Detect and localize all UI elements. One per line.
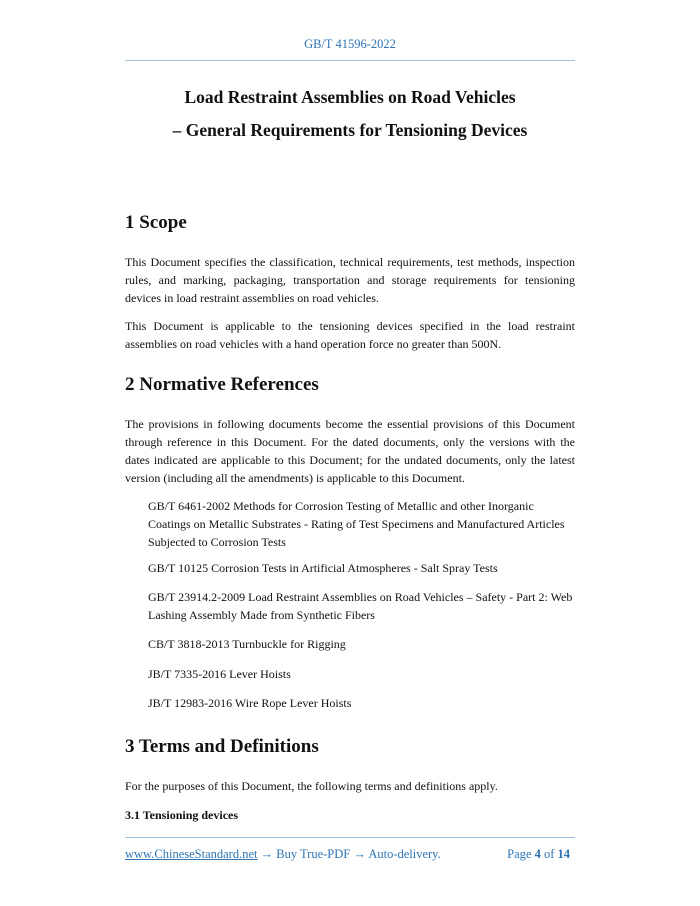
buy-text: Buy True-PDF xyxy=(276,847,351,861)
paragraph: The provisions in following documents become the essential provisions of this Document through reference in this Document. For the dated documents, only the versions with the dates indicated are applicable to this Document; for the undated documents, only the latest version (including all the amendments) is applicable to this Document. xyxy=(125,417,575,485)
heading-normative-references: 2 Normative References xyxy=(125,374,319,395)
arrow-icon: → xyxy=(353,847,366,861)
delivery-text: Auto-delivery. xyxy=(368,847,441,861)
footer-rule xyxy=(125,837,575,838)
paragraph: This Document is applicable to the tensioning devices specified in the load restraint assemblies on road vehicles with a hand operation force no greater than 500N. xyxy=(125,319,575,351)
paragraph: This Document specifies the classification, technical requirements, test methods, inspection rules, and marking, packaging, transportation and storage requirements for tensioning devices in load restraint assemblies on road vehicles. xyxy=(125,255,575,305)
website-link[interactable]: www.ChineseStandard.net xyxy=(125,847,258,861)
paragraph: For the purposes of this Document, the following terms and definitions apply. xyxy=(125,779,498,793)
reference-item: GB/T 6461-2002 Methods for Corrosion Testing of Metallic and other Inorganic Coatings on Metallic Substrates - Rating of Test Specimens and Manufactured Articles Subjected to Corrosion Tests xyxy=(148,499,565,549)
reference-item: JB/T 7335-2016 Lever Hoists xyxy=(148,667,291,681)
reference-item: CB/T 3818-2013 Turnbuckle for Rigging xyxy=(148,637,346,651)
arrow-icon: → xyxy=(260,847,274,861)
current-page: 4 xyxy=(534,847,541,861)
subheading-tensioning-devices: 3.1 Tensioning devices xyxy=(125,808,239,822)
page-number xyxy=(507,847,570,862)
footer-promo xyxy=(125,847,441,862)
reference-item: GB/T 23914.2-2009 Load Restraint Assemblies on Road Vehicles – Safety - Part 2: Web Lashing Assembly Made from Synthetic Fibers xyxy=(148,590,573,622)
page-label: Page xyxy=(507,847,532,861)
reference-item: GB/T 10125 Corrosion Tests in Artificial Atmospheres - Salt Spray Tests xyxy=(148,561,498,575)
reference-item: JB/T 12983-2016 Wire Rope Lever Hoists xyxy=(148,696,352,710)
of-label: of xyxy=(543,847,555,861)
title-line-1: Load Restraint Assemblies on Road Vehicles xyxy=(184,87,516,107)
total-pages: 14 xyxy=(557,847,570,861)
heading-terms: 3 Terms and Definitions xyxy=(125,736,319,757)
heading-scope: 1 Scope xyxy=(125,212,187,233)
title-line-2: – General Requirements for Tensioning Devices xyxy=(172,120,528,140)
header-rule xyxy=(125,60,575,61)
header-doc-code: GB/T 41596-2022 xyxy=(304,37,396,51)
